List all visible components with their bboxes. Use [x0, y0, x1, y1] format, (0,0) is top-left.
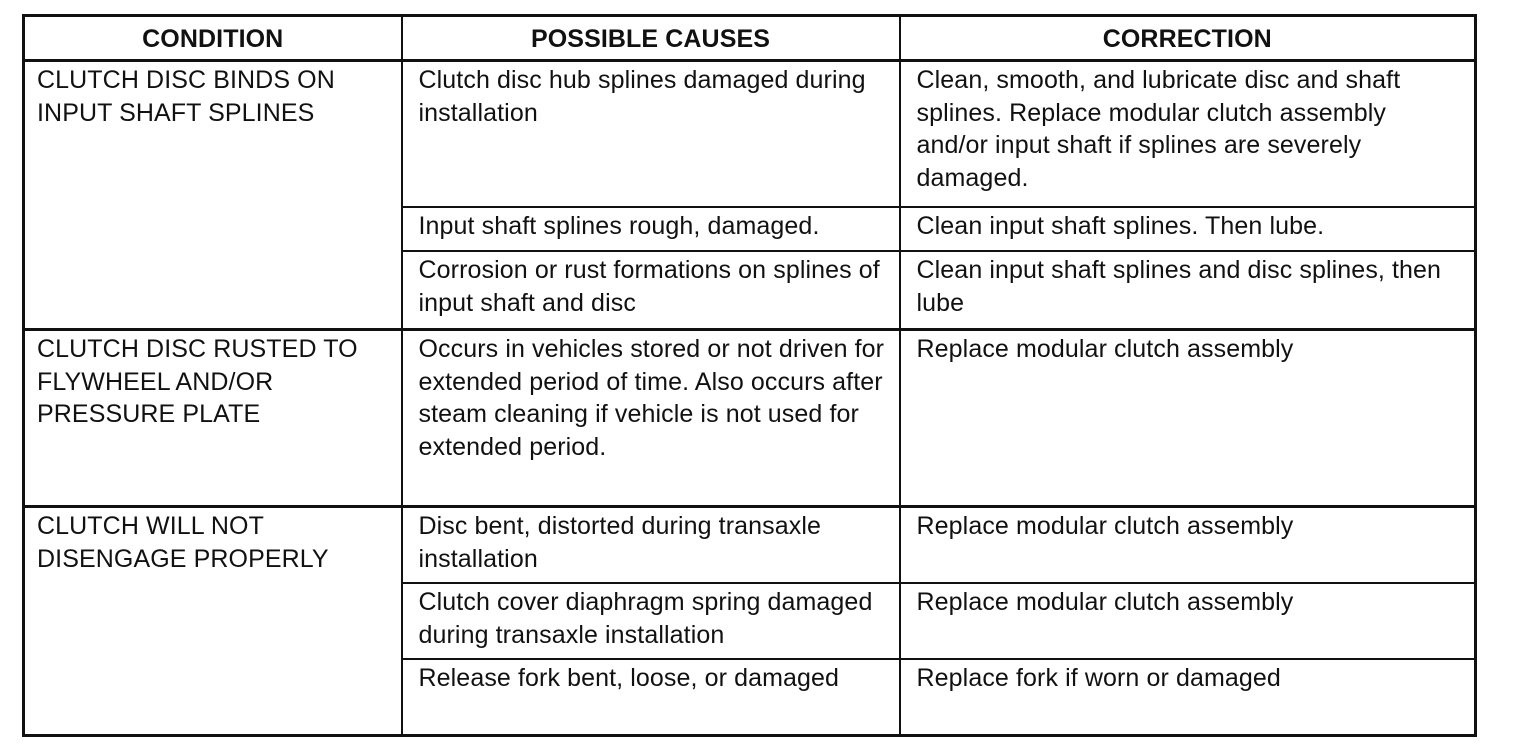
correction-cell: Replace modular clutch assembly	[900, 583, 1476, 659]
cause-cell: Clutch cover diaphragm spring damaged during transaxle installation	[402, 583, 900, 659]
table-row	[24, 507, 1476, 584]
cause-cell: Input shaft splines rough, damaged.	[402, 207, 900, 251]
diagnosis-table	[22, 14, 1477, 737]
correction-cell: Clean input shaft splines. Then lube.	[900, 207, 1476, 251]
cause-cell: Occurs in vehicles stored or not driven for extended period of time. Also occurs after steam cleaning if vehicle is not used for extended period.	[402, 330, 900, 507]
header-condition: CONDITION	[24, 16, 402, 61]
table-row	[24, 61, 1476, 208]
header-row	[24, 16, 1476, 61]
condition-cell: CLUTCH WILL NOT DISENGAGE PROPERLY	[24, 507, 402, 736]
cause-cell: Corrosion or rust formations on splines of input shaft and disc	[402, 251, 900, 330]
table-row	[24, 330, 1476, 507]
correction-cell: Replace fork if worn or damaged	[900, 659, 1476, 736]
condition-cell: CLUTCH DISC BINDS ON INPUT SHAFT SPLINES	[24, 61, 402, 330]
correction-cell: Replace modular clutch assembly	[900, 330, 1476, 507]
header-possible-causes: POSSIBLE CAUSES	[402, 16, 900, 61]
cause-cell: Clutch disc hub splines damaged during installation	[402, 61, 900, 208]
correction-cell: Clean input shaft splines and disc splines, then lube	[900, 251, 1476, 330]
cause-cell: Disc bent, distorted during transaxle installation	[402, 507, 900, 584]
correction-cell: Clean, smooth, and lubricate disc and shaft splines. Replace modular clutch assembly and/or input shaft if splines are severely damaged.	[900, 61, 1476, 208]
condition-cell: CLUTCH DISC RUSTED TO FLYWHEEL AND/OR PRESSURE PLATE	[24, 330, 402, 507]
cause-cell: Release fork bent, loose, or damaged	[402, 659, 900, 736]
correction-cell: Replace modular clutch assembly	[900, 507, 1476, 584]
header-correction: CORRECTION	[900, 16, 1476, 61]
